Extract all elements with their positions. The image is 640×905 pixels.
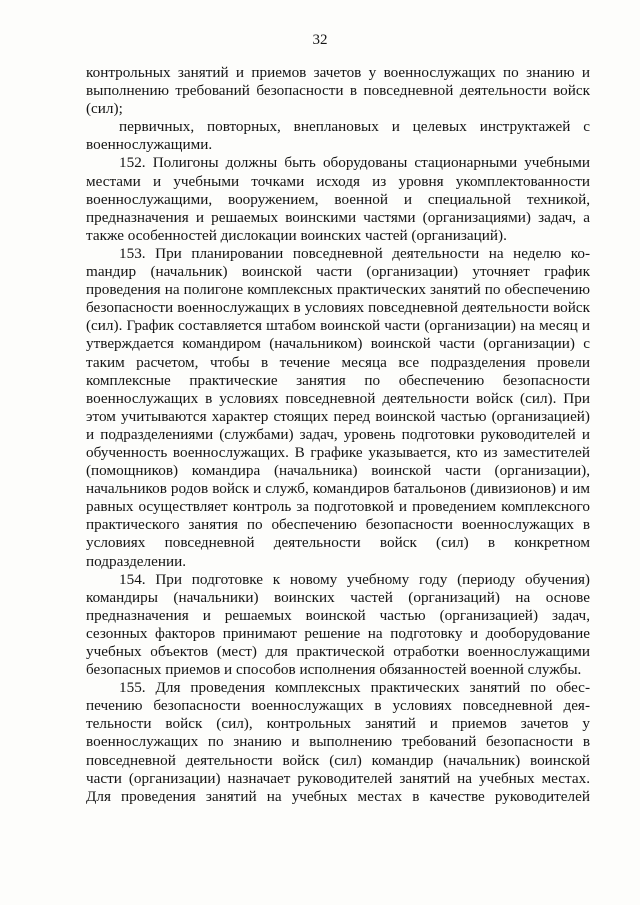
paragraph-153-planning: 153. При планировании повседневной деятельности на неделю коmандир (начальник) воинской части (организации) уточняет график проведения на полигоне комплексных практических занятий по обеспечению безопасности военнослужащих в условиях повседневной деятельности войск (сил). График составляется штабом воинской части (организации) на месяц и утверждается командиром (начальником) воинской части (организации) с таким расчетом, чтобы в течение месяца все подразделения провели комплексные практические занятия по обеспечению безопасности военнослужащих в условиях повседневной деятельности войск (сил). При этом учитываются характер стоящих перед воинской частью (организацией) и подразделениями (службами) задач, уровень подготовки руководителей и обученность военнослужащих. В графике указывается, кто из заместителей (помощников) командира (начальника) воинской части (организации), начальников родов войск и служб, командиров батальонов (дивизионов) и им равных осуществляет контроль за подготовкой и проведением комплексного практического занятия по обеспечению безопасности военнослужащих в условиях повседневной деятельности войск (сил) в конкретном подразделении. (86, 244, 590, 570)
page-number: 32 (312, 32, 328, 48)
paragraph-152-polygons: 152. Полигоны должны быть оборудованы стационарными учебными местами и учебными точками исходя из уровня укомплектованности военнослужащими, вооружением, военной и специальной техникой, предназначения и решаемых воинскими частями (организациями) задач, а также особенностей дислокации воинских частей (организаций). (86, 154, 590, 244)
document-body (86, 64, 590, 806)
paragraph-154-preparation: 154. При подготовке к новому учебному году (периоду обучения) командиры (начальники) воинских частей (организаций) на основе предназначения и решаемых воинской частью (организацией) задач, сезонных факторов принимают решение на подготовку и дооборудование учебных объектов (мест) для практической отработки военнослужащими безопасных приемов и способов исполнения обязанностей военной службы. (86, 570, 590, 679)
paragraph-training-controls: контрольных занятий и приемов зачетов у военнослужащих по знанию и выполнению требований безопасности в повседневной деятельности войск (сил); (86, 64, 590, 118)
paragraph-briefings: первичных, повторных, внеплановых и целевых инструктажей с военнослужащими. (86, 118, 590, 154)
paragraph-155-leaders: 155. Для проведения комплексных практических занятий по обеспечению безопасности военнослужащих в условиях повседневной деятельности войск (сил), контрольных занятий и приемов зачетов у военнослужащих по знанию и выполнению требований безопасности в повседневной деятельности войск (сил) командир (начальник) воинской части (организации) назначает руководителей занятий на учебных местах. Для проведения занятий на учебных местах в качестве руководителей (86, 679, 590, 805)
